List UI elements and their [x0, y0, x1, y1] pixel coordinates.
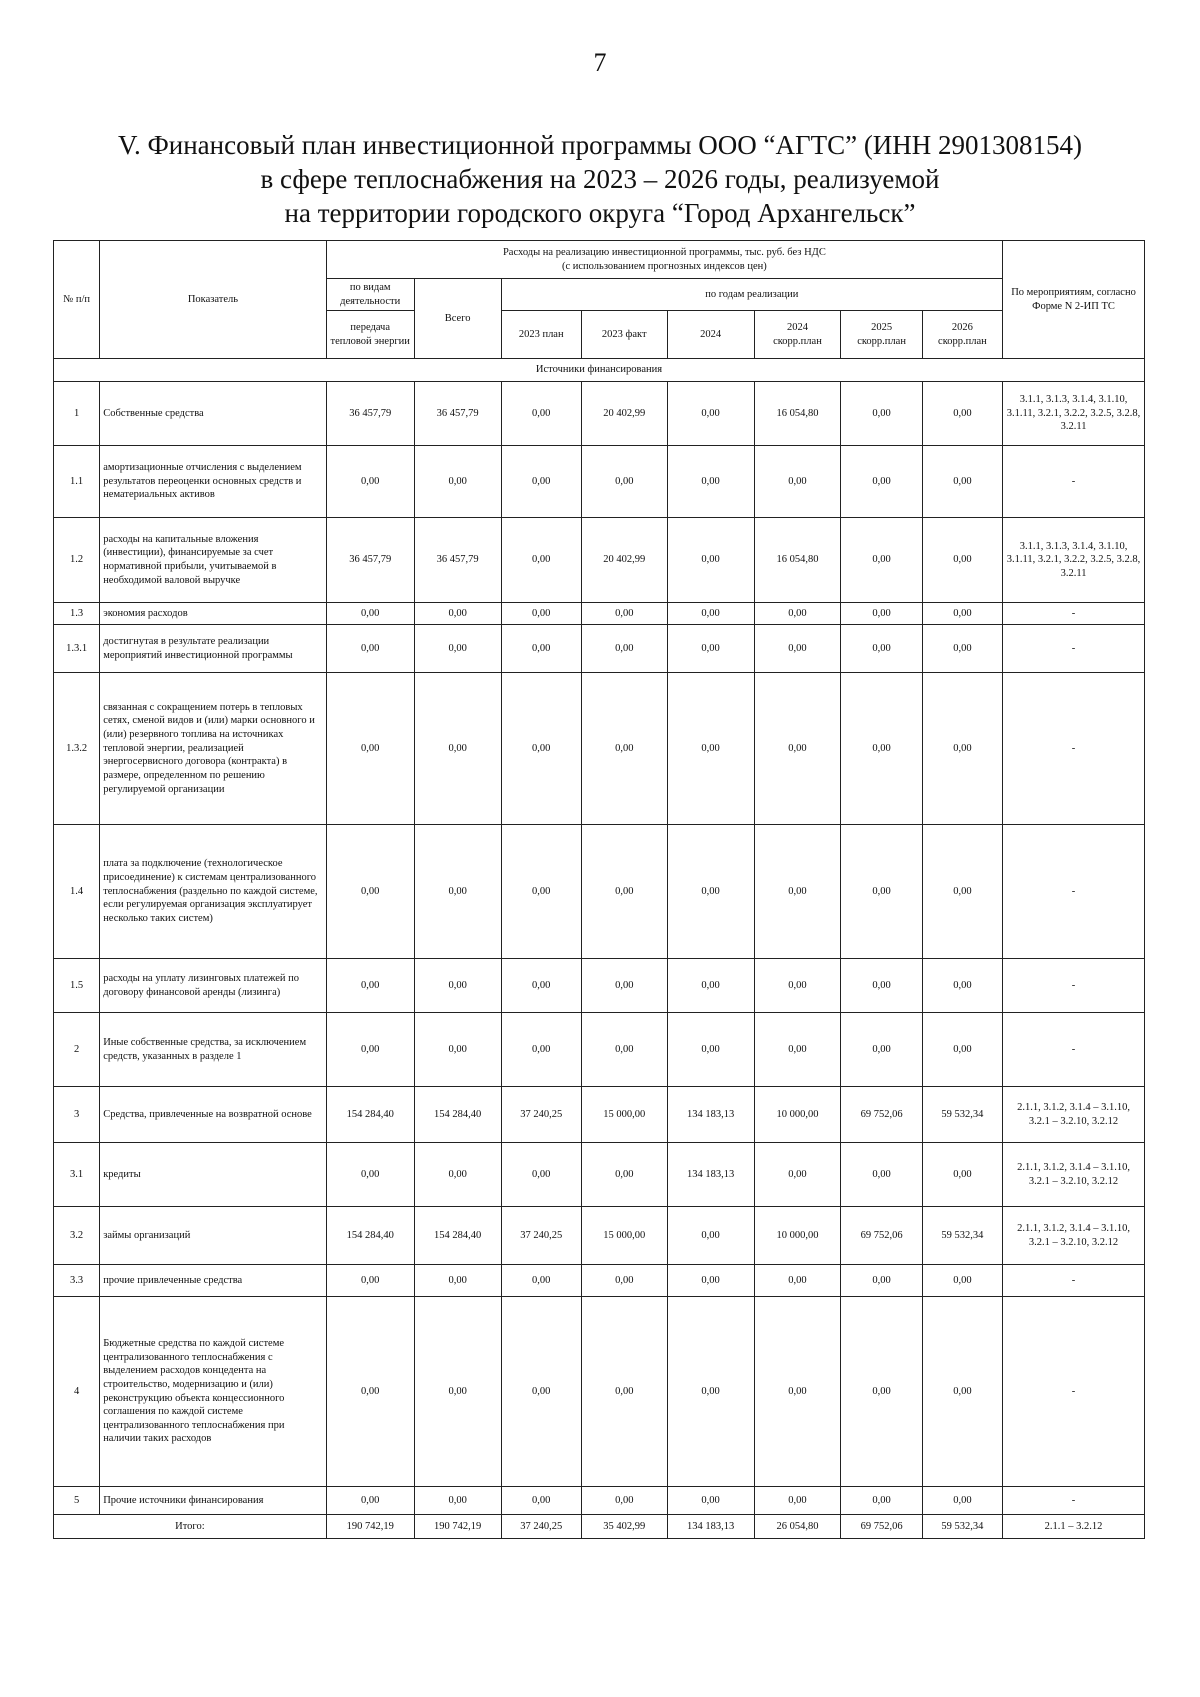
row-indicator: Прочие источники финансирования — [100, 1487, 327, 1515]
row-indicator: Иные собственные средства, за исключением средств, указанных в разделе 1 — [100, 1013, 327, 1087]
header-by-years: по годам реализации — [501, 279, 1002, 311]
header-2025-adj-year: 2025 — [871, 321, 893, 333]
row-value: 0,00 — [667, 1487, 754, 1515]
row-number: 1.3 — [54, 603, 100, 625]
row-value: 0,00 — [667, 1297, 754, 1487]
row-value: 36 457,79 — [326, 382, 414, 446]
row-value: 0,00 — [501, 603, 581, 625]
header-row-1 — [54, 241, 1145, 279]
table-row — [54, 518, 1145, 603]
header-2023-plan: 2023 план — [501, 311, 581, 359]
row-value: 0,00 — [326, 1487, 414, 1515]
row-value: 0,00 — [501, 382, 581, 446]
row-value: 15 000,00 — [581, 1207, 667, 1265]
row-indicator: достигнутая в результате реализации мероприятий инвестиционной программы — [100, 625, 327, 673]
row-indicator: расходы на уплату лизинговых платежей по договору финансовой аренды (лизинга) — [100, 959, 327, 1013]
row-value: 0,00 — [922, 1265, 1002, 1297]
row-value: 0,00 — [754, 959, 841, 1013]
row-value: 36 457,79 — [414, 518, 501, 603]
row-value: 0,00 — [841, 1143, 922, 1207]
row-value: 69 752,06 — [841, 1207, 922, 1265]
row-value: 0,00 — [326, 1013, 414, 1087]
row-value: 0,00 — [922, 959, 1002, 1013]
table-row — [54, 1297, 1145, 1487]
row-number: 1.4 — [54, 825, 100, 959]
row-measures: - — [1003, 673, 1145, 825]
row-value: 154 284,40 — [326, 1087, 414, 1143]
total-value: 26 054,80 — [754, 1515, 841, 1539]
row-value: 0,00 — [581, 1487, 667, 1515]
table-row — [54, 1207, 1145, 1265]
row-value: 0,00 — [922, 446, 1002, 518]
section-row — [54, 359, 1145, 382]
total-value: 35 402,99 — [581, 1515, 667, 1539]
header-2024-adj-label: скорр.план — [773, 335, 822, 347]
row-value: 0,00 — [841, 446, 922, 518]
row-value: 0,00 — [922, 1297, 1002, 1487]
page-number: 7 — [593, 48, 607, 77]
row-number: 3.1 — [54, 1143, 100, 1207]
row-value: 15 000,00 — [581, 1087, 667, 1143]
row-value: 0,00 — [326, 959, 414, 1013]
row-indicator: займы организаций — [100, 1207, 327, 1265]
row-value: 0,00 — [922, 518, 1002, 603]
total-value: 190 742,19 — [326, 1515, 414, 1539]
row-value: 0,00 — [326, 446, 414, 518]
row-value: 0,00 — [414, 1297, 501, 1487]
title-line-2: в сфере теплоснабжения на 2023 – 2026 годы, реализуемой — [260, 164, 940, 194]
row-value: 0,00 — [414, 625, 501, 673]
row-value: 0,00 — [667, 603, 754, 625]
row-indicator: кредиты — [100, 1143, 327, 1207]
table-row — [54, 1487, 1145, 1515]
row-value: 0,00 — [581, 1297, 667, 1487]
row-value: 0,00 — [581, 1143, 667, 1207]
header-2026-adj-year: 2026 — [951, 321, 973, 333]
title-line-1: V. Финансовый план инвестиционной программы ООО “АГТС” (ИНН 2901308154) — [117, 130, 1083, 160]
table-row — [54, 382, 1145, 446]
table-row — [54, 1013, 1145, 1087]
row-value: 0,00 — [414, 446, 501, 518]
row-value: 0,00 — [922, 1013, 1002, 1087]
row-value: 0,00 — [501, 825, 581, 959]
row-value: 0,00 — [501, 446, 581, 518]
row-value: 0,00 — [922, 1143, 1002, 1207]
row-number: 3.3 — [54, 1265, 100, 1297]
row-value: 0,00 — [841, 825, 922, 959]
row-value: 69 752,06 — [841, 1087, 922, 1143]
row-value: 154 284,40 — [414, 1087, 501, 1143]
row-value: 0,00 — [326, 603, 414, 625]
table-row — [54, 625, 1145, 673]
row-value: 0,00 — [754, 825, 841, 959]
row-value: 0,00 — [326, 625, 414, 673]
row-value: 0,00 — [754, 603, 841, 625]
row-value: 0,00 — [414, 1143, 501, 1207]
row-value: 0,00 — [326, 825, 414, 959]
row-value: 0,00 — [414, 959, 501, 1013]
row-value: 36 457,79 — [326, 518, 414, 603]
header-2024-adj — [754, 311, 841, 359]
header-indicator: Показатель — [100, 241, 327, 359]
row-measures: - — [1003, 1487, 1145, 1515]
row-measures: 2.1.1, 3.1.2, 3.1.4 – 3.1.10, 3.2.1 – 3.2.10, 3.2.12 — [1003, 1087, 1145, 1143]
row-indicator: расходы на капитальные вложения (инвестиции), финансируемые за счет нормативной прибыли, учитываемой в необходимой валовой выручке — [100, 518, 327, 603]
financial-plan-table — [53, 240, 1145, 1539]
row-value: 0,00 — [414, 673, 501, 825]
row-value: 0,00 — [841, 603, 922, 625]
row-value: 0,00 — [754, 1297, 841, 1487]
total-value: 37 240,25 — [501, 1515, 581, 1539]
table-row — [54, 1265, 1145, 1297]
total-value: 134 183,13 — [667, 1515, 754, 1539]
row-value: 0,00 — [841, 1487, 922, 1515]
row-value: 0,00 — [501, 1143, 581, 1207]
row-value: 10 000,00 — [754, 1207, 841, 1265]
row-measures: - — [1003, 1265, 1145, 1297]
row-number: 4 — [54, 1297, 100, 1487]
row-measures: - — [1003, 625, 1145, 673]
row-value: 0,00 — [501, 625, 581, 673]
row-value: 0,00 — [841, 382, 922, 446]
row-value: 0,00 — [581, 1013, 667, 1087]
row-value: 0,00 — [841, 625, 922, 673]
row-measures: - — [1003, 446, 1145, 518]
total-value: 190 742,19 — [414, 1515, 501, 1539]
row-value: 0,00 — [922, 673, 1002, 825]
row-value: 36 457,79 — [414, 382, 501, 446]
row-measures: - — [1003, 603, 1145, 625]
table-row — [54, 825, 1145, 959]
row-number: 5 — [54, 1487, 100, 1515]
row-number: 1.1 — [54, 446, 100, 518]
header-total: Всего — [414, 279, 501, 359]
header-heat-transfer: передача тепловой энергии — [326, 311, 414, 359]
table-row — [54, 959, 1145, 1013]
row-number: 2 — [54, 1013, 100, 1087]
row-value: 0,00 — [841, 1013, 922, 1087]
header-expenses-note: (с использованием прогнозных индексов цен) — [562, 260, 767, 272]
row-value: 37 240,25 — [501, 1207, 581, 1265]
row-value: 0,00 — [754, 1013, 841, 1087]
row-value: 0,00 — [501, 1487, 581, 1515]
header-2023-fact: 2023 факт — [581, 311, 667, 359]
row-measures: - — [1003, 1297, 1145, 1487]
row-value: 0,00 — [922, 382, 1002, 446]
row-number: 1.3.2 — [54, 673, 100, 825]
header-measures: По мероприятиям, согласно Форме N 2-ИП ТС — [1003, 241, 1145, 359]
row-value: 0,00 — [501, 1265, 581, 1297]
total-value: 59 532,34 — [922, 1515, 1002, 1539]
row-value: 0,00 — [326, 1265, 414, 1297]
row-value: 0,00 — [841, 1265, 922, 1297]
row-measures: - — [1003, 1013, 1145, 1087]
row-value: 0,00 — [667, 518, 754, 603]
header-2024-adj-year: 2024 — [786, 321, 808, 333]
row-value: 0,00 — [922, 603, 1002, 625]
row-value: 16 054,80 — [754, 382, 841, 446]
row-value: 0,00 — [414, 1487, 501, 1515]
row-indicator: связанная с сокращением потерь в тепловых сетях, сменой видов и (или) марки основного и (или) резервного топлива на источниках тепловой энергии, реализацией энергосервисного договора (контракта) в размере, определенном по решению регулируемой организации — [100, 673, 327, 825]
row-value: 0,00 — [581, 959, 667, 1013]
row-value: 0,00 — [922, 1487, 1002, 1515]
row-value: 0,00 — [326, 673, 414, 825]
row-indicator: Собственные средства — [100, 382, 327, 446]
header-2026-adj — [922, 311, 1002, 359]
row-measures: 3.1.1, 3.1.3, 3.1.4, 3.1.10, 3.1.11, 3.2.1, 3.2.2, 3.2.5, 3.2.8, 3.2.11 — [1003, 382, 1145, 446]
header-2024: 2024 — [667, 311, 754, 359]
row-measures: - — [1003, 825, 1145, 959]
row-value: 0,00 — [326, 1297, 414, 1487]
table-row — [54, 1087, 1145, 1143]
row-value: 0,00 — [922, 825, 1002, 959]
table-row — [54, 673, 1145, 825]
table-row — [54, 603, 1145, 625]
row-value: 0,00 — [581, 446, 667, 518]
row-value: 0,00 — [841, 673, 922, 825]
header-by-activity: по видам деятельности — [326, 279, 414, 311]
row-value: 0,00 — [754, 1487, 841, 1515]
row-number: 3.2 — [54, 1207, 100, 1265]
row-indicator: Средства, привлеченные на возвратной основе — [100, 1087, 327, 1143]
row-value: 0,00 — [754, 1143, 841, 1207]
row-value: 0,00 — [667, 673, 754, 825]
row-value: 154 284,40 — [414, 1207, 501, 1265]
row-indicator: экономия расходов — [100, 603, 327, 625]
row-value: 0,00 — [667, 625, 754, 673]
row-value: 37 240,25 — [501, 1087, 581, 1143]
row-number: 1.3.1 — [54, 625, 100, 673]
row-value: 0,00 — [501, 518, 581, 603]
row-indicator: амортизационные отчисления с выделением результатов переоценки основных средств и нематериальных активов — [100, 446, 327, 518]
row-value: 0,00 — [581, 825, 667, 959]
table-row — [54, 446, 1145, 518]
row-measures: - — [1003, 959, 1145, 1013]
row-value: 10 000,00 — [754, 1087, 841, 1143]
row-number: 3 — [54, 1087, 100, 1143]
row-value: 0,00 — [754, 1265, 841, 1297]
row-value: 20 402,99 — [581, 518, 667, 603]
row-value: 59 532,34 — [922, 1087, 1002, 1143]
row-value: 0,00 — [414, 1265, 501, 1297]
row-measures: 2.1.1, 3.1.2, 3.1.4 – 3.1.10, 3.2.1 – 3.2.10, 3.2.12 — [1003, 1207, 1145, 1265]
row-value: 0,00 — [414, 1013, 501, 1087]
row-measures: 3.1.1, 3.1.3, 3.1.4, 3.1.10, 3.1.11, 3.2.1, 3.2.2, 3.2.5, 3.2.8, 3.2.11 — [1003, 518, 1145, 603]
row-value: 134 183,13 — [667, 1087, 754, 1143]
header-expenses — [326, 241, 1002, 279]
header-num: № п/п — [54, 241, 100, 359]
row-value: 0,00 — [581, 603, 667, 625]
row-value: 0,00 — [922, 625, 1002, 673]
row-value: 0,00 — [414, 825, 501, 959]
row-value: 0,00 — [501, 673, 581, 825]
total-row — [54, 1515, 1145, 1539]
row-value: 0,00 — [501, 1297, 581, 1487]
row-value: 20 402,99 — [581, 382, 667, 446]
total-label: Итого: — [54, 1515, 327, 1539]
table-body — [54, 382, 1145, 1539]
row-number: 1.2 — [54, 518, 100, 603]
row-indicator: плата за подключение (технологическое присоединение) к системам централизованного теплоснабжения (раздельно по каждой системе, если регулируемая организация эксплуатирует несколько таких систем) — [100, 825, 327, 959]
row-value: 0,00 — [841, 959, 922, 1013]
row-value: 0,00 — [667, 959, 754, 1013]
table-row — [54, 1143, 1145, 1207]
row-value: 0,00 — [326, 1143, 414, 1207]
row-indicator: прочие привлеченные средства — [100, 1265, 327, 1297]
row-indicator: Бюджетные средства по каждой системе централизованного теплоснабжения с выделением расходов концедента на строительство, модернизацию и (или) реконструкцию объекта концессионного соглашения по каждой системе централизованного теплоснабжения при наличии таких расходов — [100, 1297, 327, 1487]
document-title — [0, 128, 1200, 230]
row-value: 0,00 — [667, 382, 754, 446]
total-value: 69 752,06 — [841, 1515, 922, 1539]
row-value: 134 183,13 — [667, 1143, 754, 1207]
row-value: 0,00 — [581, 1265, 667, 1297]
row-value: 0,00 — [754, 673, 841, 825]
row-value: 0,00 — [581, 625, 667, 673]
row-value: 16 054,80 — [754, 518, 841, 603]
row-value: 0,00 — [841, 518, 922, 603]
section-label: Источники финансирования — [54, 359, 1145, 382]
row-value: 0,00 — [667, 446, 754, 518]
total-measures: 2.1.1 – 3.2.12 — [1003, 1515, 1145, 1539]
row-value: 154 284,40 — [326, 1207, 414, 1265]
row-value: 59 532,34 — [922, 1207, 1002, 1265]
row-value: 0,00 — [501, 959, 581, 1013]
row-value: 0,00 — [754, 446, 841, 518]
row-value: 0,00 — [414, 603, 501, 625]
row-number: 1.5 — [54, 959, 100, 1013]
row-measures: 2.1.1, 3.1.2, 3.1.4 – 3.1.10, 3.2.1 – 3.2.10, 3.2.12 — [1003, 1143, 1145, 1207]
header-expenses-text: Расходы на реализацию инвестиционной программы, тыс. руб. без НДС — [502, 246, 826, 258]
header-2026-adj-label: скорр.план — [938, 335, 987, 347]
row-value: 0,00 — [667, 1265, 754, 1297]
row-number: 1 — [54, 382, 100, 446]
row-value: 0,00 — [667, 1207, 754, 1265]
row-value: 0,00 — [581, 673, 667, 825]
row-value: 0,00 — [667, 825, 754, 959]
row-value: 0,00 — [841, 1297, 922, 1487]
header-2025-adj — [841, 311, 922, 359]
row-value: 0,00 — [667, 1013, 754, 1087]
row-value: 0,00 — [754, 625, 841, 673]
header-2025-adj-label: скорр.план — [857, 335, 906, 347]
title-line-3: на территории городского округа “Город Архангельск” — [284, 198, 916, 228]
row-value: 0,00 — [501, 1013, 581, 1087]
